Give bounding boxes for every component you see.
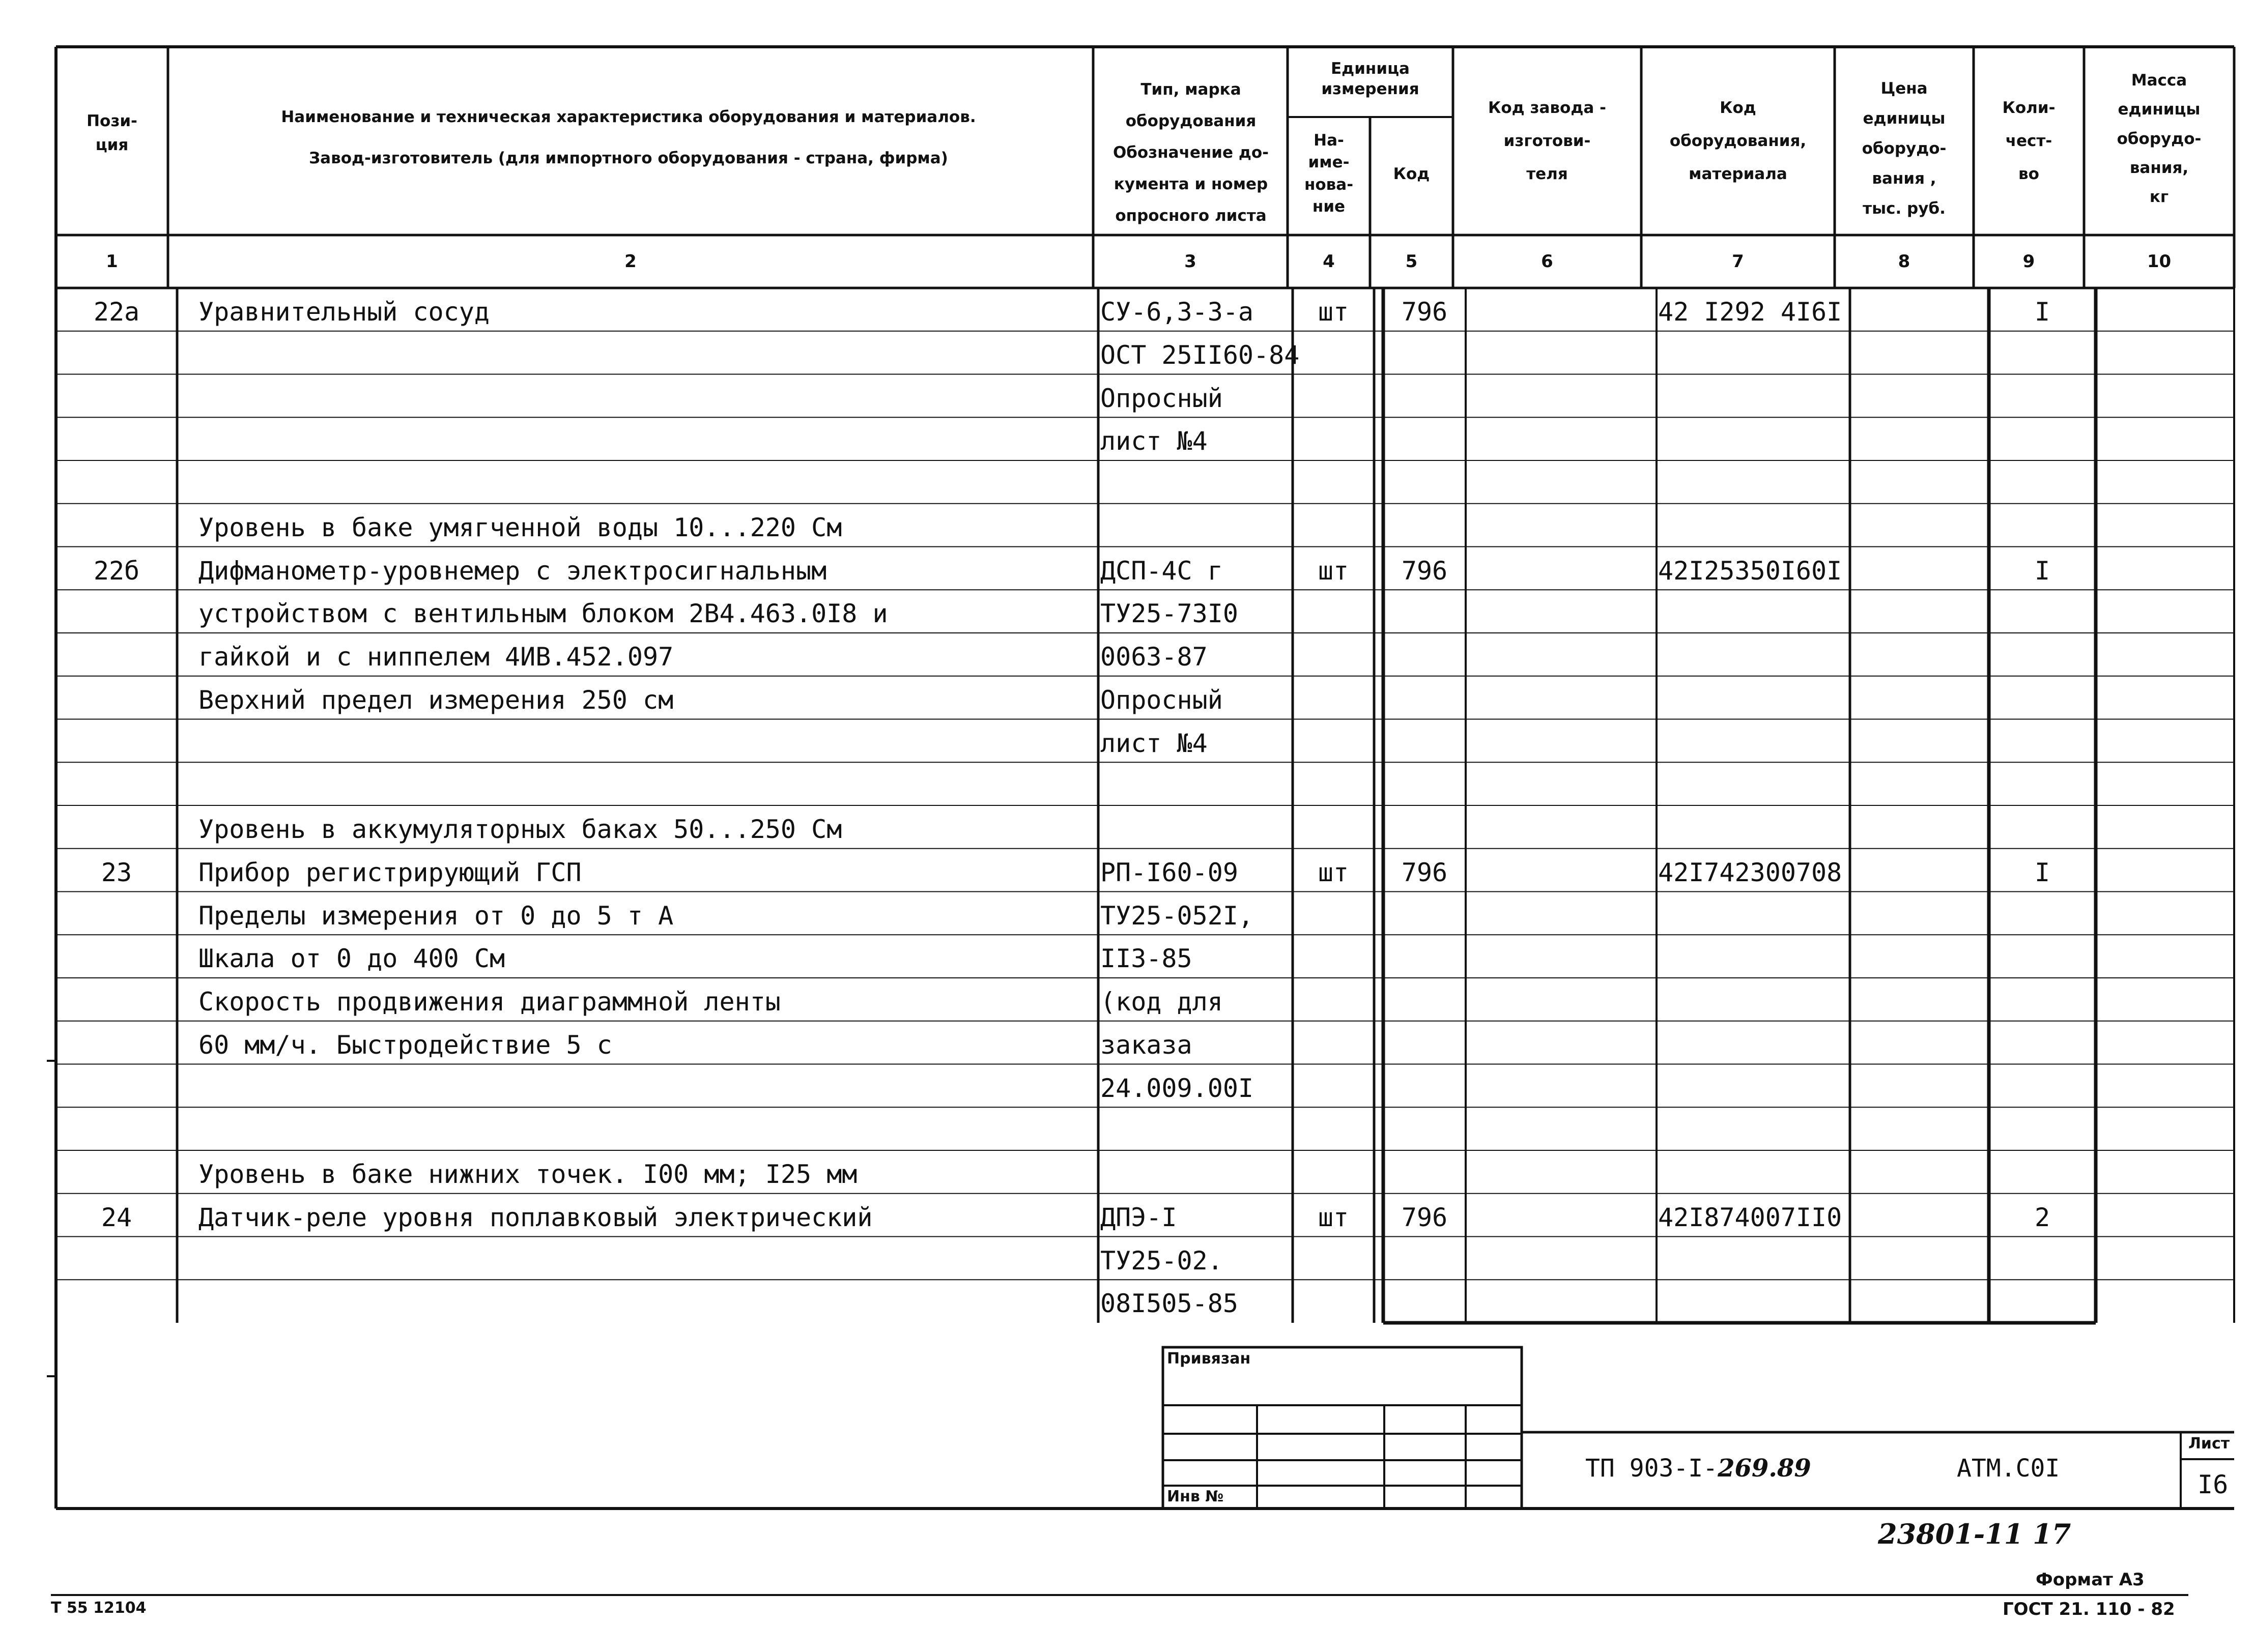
column-number: 7 bbox=[1732, 251, 1744, 272]
cell-pos: 23 bbox=[101, 857, 132, 887]
cell-code: 796 bbox=[1401, 857, 1448, 887]
cell-name: Датчик-реле уровня поплавковый электрический bbox=[198, 1202, 873, 1232]
cell-type: заказа bbox=[1100, 1030, 1192, 1060]
cell-name: Пределы измерения от 0 до 5 т А bbox=[198, 901, 674, 931]
cell-name: Верхний предел измерения 250 см bbox=[198, 685, 674, 715]
cell-name: Дифманометр-уровнемер с электросигнальным bbox=[198, 556, 827, 586]
cell-name: устройством с вентильным блоком 2В4.463.0I8 и bbox=[198, 599, 888, 629]
cell-name: Уравнительный сосуд bbox=[198, 297, 490, 327]
cell-qty: I bbox=[2034, 857, 2050, 887]
cell-name: Шкала от 0 до 400 См bbox=[198, 944, 505, 974]
header-type: Тип, марка оборудования Обозначение до- кумента и номер опросного листа bbox=[1112, 80, 1269, 225]
handwritten-registration-number: 23801-11 17 bbox=[1878, 1518, 2071, 1550]
column-number: 2 bbox=[624, 251, 637, 272]
cell-type: Опросный bbox=[1100, 383, 1223, 413]
cell-name: Уровень в аккумуляторных баках 50...250 См bbox=[198, 815, 842, 844]
cell-type: СУ-6,3-3-а bbox=[1100, 297, 1254, 327]
cell-type: (код для bbox=[1100, 987, 1223, 1017]
cell-eq-code: 42I25350I60I bbox=[1658, 556, 1842, 586]
cell-name: гайкой и с ниппелем 4ИВ.452.097 bbox=[198, 642, 674, 672]
cell-qty: I bbox=[2034, 297, 2050, 327]
column-number: 1 bbox=[106, 251, 118, 272]
column-number: 3 bbox=[1184, 251, 1196, 272]
cell-code: 796 bbox=[1401, 297, 1448, 327]
sheet-number: I6 bbox=[2198, 1470, 2229, 1499]
cell-name: Скорость продвижения диаграммной ленты bbox=[198, 987, 781, 1017]
header-factory-code: Код завода - изготови- теля bbox=[1488, 99, 1606, 184]
cell-type: ОСТ 25II60-84 bbox=[1100, 340, 1300, 370]
standard-label: ГОСТ 21. 110 - 82 bbox=[2003, 1599, 2175, 1619]
column-number: 4 bbox=[1323, 251, 1335, 272]
print-code: Т 55 12104 bbox=[51, 1599, 147, 1617]
cell-type: 08I505-85 bbox=[1100, 1289, 1238, 1319]
column-number: 6 bbox=[1541, 251, 1553, 272]
header-unit-code: Код bbox=[1393, 165, 1430, 183]
document-designation bbox=[1585, 1456, 1811, 1481]
cell-type: ТУ25-052I, bbox=[1100, 901, 1254, 931]
cell-pos: 24 bbox=[101, 1202, 132, 1232]
cell-type: ДПЭ-I bbox=[1100, 1202, 1177, 1232]
header-equipment-code: Код оборудования, материала bbox=[1669, 99, 1807, 184]
cell-eq-code: 42 I292 4I6I bbox=[1658, 297, 1842, 327]
cell-type: РП-I60-09 bbox=[1100, 857, 1238, 887]
cell-qty: I bbox=[2034, 556, 2050, 586]
cell-unit: шт bbox=[1318, 297, 1349, 327]
cell-eq-code: 42I874007II0 bbox=[1658, 1202, 1842, 1232]
cell-type: Опросный bbox=[1100, 685, 1223, 715]
header-position: Пози- ция bbox=[87, 112, 137, 154]
cell-type: II3-85 bbox=[1100, 944, 1192, 974]
cell-eq-code: 42I742300708 bbox=[1658, 857, 1842, 887]
document-prefix: ТП 903-I- bbox=[1585, 1454, 1718, 1483]
cell-type: лист №4 bbox=[1100, 728, 1208, 758]
header-price: Цена единицы оборудо- вания , тыс. руб. bbox=[1862, 79, 1947, 218]
cell-type: 24.009.00I bbox=[1100, 1073, 1254, 1103]
bound-label: Привязан bbox=[1167, 1350, 1251, 1368]
column-number: 10 bbox=[2147, 251, 2172, 272]
header-unit-name: На- име- нова- ние bbox=[1304, 131, 1354, 216]
column-number: 8 bbox=[1898, 251, 1910, 272]
cell-type: ТУ25-02. bbox=[1100, 1245, 1223, 1276]
header-mass: Масса единицы оборудо- вания, кг bbox=[2117, 71, 2202, 207]
cell-unit: шт bbox=[1318, 1202, 1349, 1232]
cell-type: лист №4 bbox=[1100, 426, 1208, 456]
cell-pos: 22б bbox=[93, 556, 140, 586]
cell-pos: 22а bbox=[93, 297, 140, 327]
inventory-label: Инв № bbox=[1167, 1488, 1224, 1505]
cell-name: Уровень в баке нижних точек. I00 мм; I25 мм bbox=[198, 1160, 858, 1189]
cell-name: Уровень в баке умягченной воды 10...220 См bbox=[198, 512, 842, 542]
cell-unit: шт bbox=[1318, 556, 1349, 586]
cell-type: 0063-87 bbox=[1100, 642, 1208, 672]
cell-name: 60 мм/ч. Быстродействие 5 с bbox=[198, 1030, 612, 1060]
cell-type: ДСП-4С г bbox=[1100, 556, 1223, 586]
cell-name: Прибор регистрирующий ГСП bbox=[198, 857, 582, 887]
cell-code: 796 bbox=[1401, 556, 1448, 586]
cell-unit: шт bbox=[1318, 857, 1349, 887]
format-label: Формат А3 bbox=[2036, 1570, 2145, 1590]
header-unit-group: Единица измерения bbox=[1321, 60, 1419, 99]
header-quantity: Коли- чест- во bbox=[2002, 99, 2056, 184]
document-number-handwritten: 269.89 bbox=[1718, 1454, 1811, 1483]
cell-code: 796 bbox=[1401, 1202, 1448, 1232]
column-number: 5 bbox=[1405, 251, 1418, 272]
header-name: Наименование и техническая характеристика оборудования и материалов. Завод-изготовитель (для импортного оборудования - страна, фирма) bbox=[281, 108, 976, 167]
document-code: АТМ.С0I bbox=[1957, 1454, 2060, 1483]
sheet-label: Лист bbox=[2188, 1435, 2230, 1453]
cell-type: ТУ25-73I0 bbox=[1100, 599, 1238, 629]
column-number: 9 bbox=[2022, 251, 2035, 272]
cell-qty: 2 bbox=[2034, 1202, 2050, 1232]
